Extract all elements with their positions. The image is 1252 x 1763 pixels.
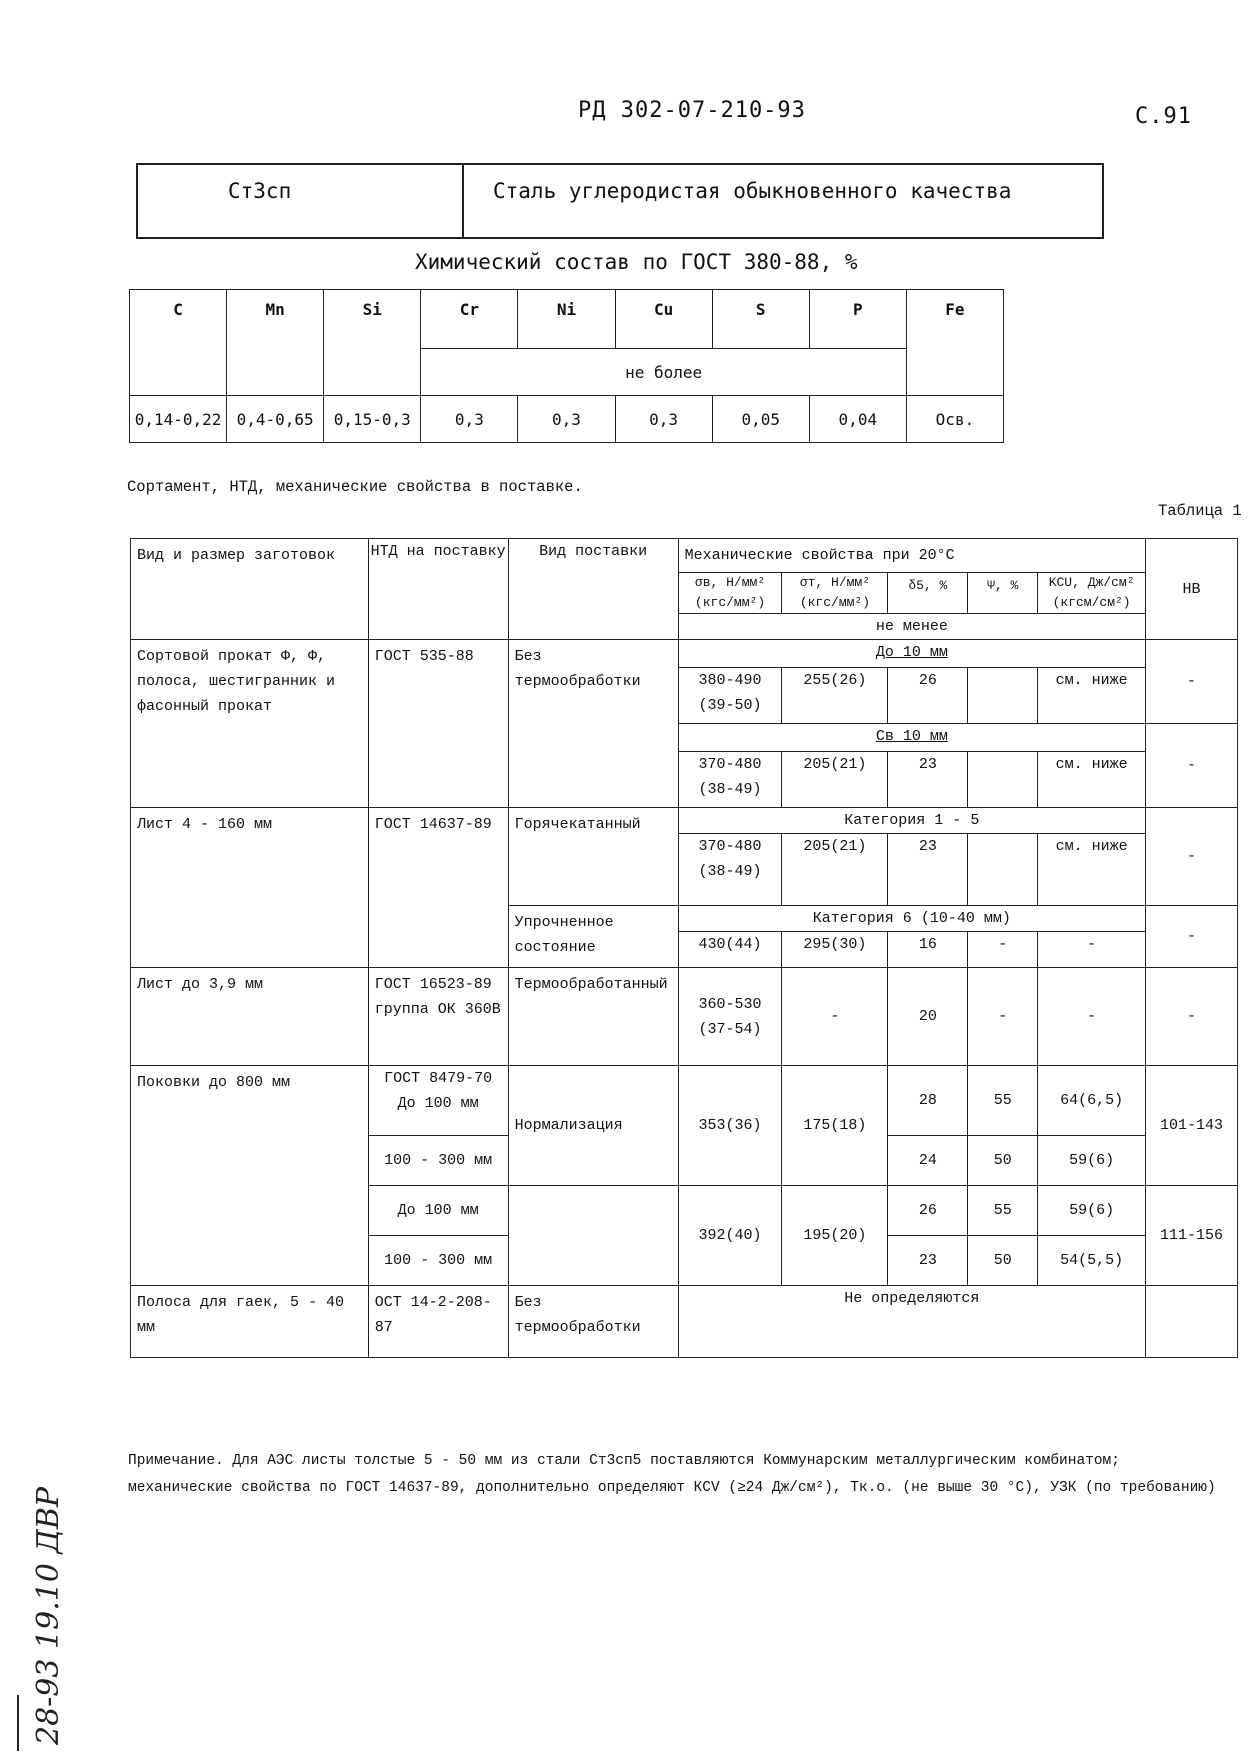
row5-supply-empty (508, 1186, 678, 1286)
row2-hb: - (1146, 808, 1238, 906)
header-kcu: KCU, Дж/см² (кгсм/см²) (1038, 573, 1146, 614)
row2-supply: Горячекатанный (508, 808, 678, 906)
document-code: РД 302-07-210-93 (578, 98, 806, 123)
row3-hb: - (1146, 906, 1238, 968)
row6-supply: Без термообработки (508, 1286, 678, 1358)
row1-supply: Без термообработки (508, 640, 678, 808)
chem-table (129, 289, 1004, 443)
row5-b2-size: 100 - 300 мм (368, 1236, 508, 1286)
row4-delta: 20 (888, 968, 968, 1066)
row2-ntd: ГОСТ 14637-89 (368, 808, 508, 968)
chem-value: 0,14-0,22 (130, 396, 227, 443)
row1-sub1-sigma-b: 380-490 (39-50) (678, 668, 782, 724)
row2-sigma-t: 205(21) (782, 834, 888, 906)
row3-delta: 16 (888, 932, 968, 968)
handwritten-signature (14, 1465, 94, 1755)
header-mechanical: Механические свойства при 20°С (678, 539, 1145, 573)
header-delta: δ5, % (888, 573, 968, 614)
chem-value: Осв. (906, 396, 1003, 443)
notes (128, 1448, 1216, 1502)
row1-sub2-delta: 23 (888, 752, 968, 808)
row1-sub2-kcu: см. ниже (1038, 752, 1146, 808)
row5-b2-kcu: 54(5,5) (1038, 1236, 1146, 1286)
row2-blank: Лист 4 - 160 мм (131, 808, 369, 968)
row1-ntd: ГОСТ 535-88 (368, 640, 508, 808)
grade-name: Ст3сп (228, 179, 292, 203)
row1-sub2-label: Св 10 мм (678, 724, 1145, 752)
row1-sub1-hb: - (1146, 640, 1238, 724)
row5-a2-delta: 24 (888, 1136, 968, 1186)
row4-supply: Термообработанный (508, 968, 678, 1066)
row5-a2-psi: 50 (968, 1136, 1038, 1186)
row1-sub2-psi (968, 752, 1038, 808)
row5-ntd-label: ГОСТ 8479-70 (384, 1070, 493, 1087)
row5-a-sigma-t: 175(18) (782, 1066, 888, 1186)
chem-value: 0,4-0,65 (227, 396, 324, 443)
row3-supply: Упрочненное состояние (508, 906, 678, 968)
chem-header-cell: Si (324, 290, 421, 396)
row1-blank: Сортовой прокат Ф, Ф, полоса, шестигранник и фасонный прокат (131, 640, 369, 808)
row4-blank: Лист до 3,9 мм (131, 968, 369, 1066)
chem-header-cell: S (712, 290, 809, 349)
chem-header-cell: Cu (615, 290, 712, 349)
chem-title: Химический состав по ГОСТ 380-88, % (415, 250, 858, 274)
chem-value: 0,15-0,3 (324, 396, 421, 443)
row3-sigma-b: 430(44) (678, 932, 782, 968)
mech-table (130, 538, 1238, 1358)
row5-b2-delta: 23 (888, 1236, 968, 1286)
row5-ntd-top (368, 1066, 508, 1136)
note-line-1: Примечание. Для АЭС листы толстые 5 - 50 мм из стали Ст3сп5 поставляются Коммунарским металлургическим комбинатом; (128, 1453, 1120, 1469)
chem-header-cell: P (809, 290, 906, 349)
row4-sigma-b: 360-530 (37-54) (678, 968, 782, 1066)
row5-b-hb: 111-156 (1146, 1186, 1238, 1286)
row5-a2-kcu: 59(6) (1038, 1136, 1146, 1186)
row1-sub1-delta: 26 (888, 668, 968, 724)
row5-a1-delta: 28 (888, 1066, 968, 1136)
table-label: Таблица 1 (1158, 502, 1242, 520)
chem-header-cell: Fe (906, 290, 1003, 396)
header-min-note: не менее (678, 614, 1145, 640)
chem-value: 0,05 (712, 396, 809, 443)
row6-note: Не определяются (678, 1286, 1145, 1358)
row5-b1-delta: 26 (888, 1186, 968, 1236)
row6-ntd: ОСТ 14-2-208-87 (368, 1286, 508, 1358)
row3-kcu: - (1038, 932, 1146, 968)
chem-value: 0,3 (615, 396, 712, 443)
row1-sub1-sigma-t: 255(26) (782, 668, 888, 724)
row6-hb (1146, 1286, 1238, 1358)
row5-b-sigma-t: 195(20) (782, 1186, 888, 1286)
header-sigma-b: σв, Н/мм² (кгс/мм²) (678, 573, 782, 614)
chem-header-cell: C (130, 290, 227, 396)
row2-sigma-b: 370-480 (38-49) (678, 834, 782, 906)
row5-b-sigma-b: 392(40) (678, 1186, 782, 1286)
row5-b1-size: До 100 мм (368, 1186, 508, 1236)
header-supply: Вид поставки (508, 539, 678, 640)
row2-delta: 23 (888, 834, 968, 906)
row5-a1-kcu: 64(6,5) (1038, 1066, 1146, 1136)
row3-psi: - (968, 932, 1038, 968)
row1-sub2-sigma-b: 370-480 (38-49) (678, 752, 782, 808)
svg-text:28-93 19.10 ДВР: 28-93 19.10 ДВР (31, 1486, 66, 1745)
row3-sigma-t: 295(30) (782, 932, 888, 968)
row5-a-hb: 101-143 (1146, 1066, 1238, 1186)
chem-header-cell: Ni (518, 290, 615, 349)
header-ntd: НТД на поставку (368, 539, 508, 640)
row1-sub1-label: До 10 мм (678, 640, 1145, 668)
row4-hb: - (1146, 968, 1238, 1066)
row4-sigma-t: - (782, 968, 888, 1066)
row6-blank: Полоса для гаек, 5 - 40 мм (131, 1286, 369, 1358)
row5-b1-kcu: 59(6) (1038, 1186, 1146, 1236)
header-sigma-t: σт, Н/мм² (кгс/мм²) (782, 573, 888, 614)
row5-blank: Поковки до 800 мм (131, 1066, 369, 1286)
header-psi: Ψ, % (968, 573, 1038, 614)
row2-kcu: см. ниже (1038, 834, 1146, 906)
row5-a-sigma-b: 353(36) (678, 1066, 782, 1186)
chem-header-cell: Mn (227, 290, 324, 396)
grade-box (136, 163, 1104, 239)
row4-psi: - (968, 968, 1038, 1066)
row1-sub2-sigma-t: 205(21) (782, 752, 888, 808)
row1-sub1-psi (968, 668, 1038, 724)
chem-value: 0,3 (421, 396, 518, 443)
page-number: С.91 (1135, 104, 1192, 129)
row4-ntd: ГОСТ 16523-89 группа ОК 360В (368, 968, 508, 1066)
chem-limit-note: не более (421, 349, 907, 396)
row5-a2-size: 100 - 300 мм (368, 1136, 508, 1186)
row5-a1-psi: 55 (968, 1066, 1038, 1136)
row1-sub2-hb: - (1146, 724, 1238, 808)
row2-psi (968, 834, 1038, 906)
row4-kcu: - (1038, 968, 1146, 1066)
chem-value: 0,04 (809, 396, 906, 443)
row5-supply: Нормализация (508, 1066, 678, 1186)
header-blank: Вид и размер заготовок (131, 539, 369, 640)
row3-category: Категория 6 (10-40 мм) (678, 906, 1145, 932)
row5-b1-psi: 55 (968, 1186, 1038, 1236)
note-line-2: механические свойства по ГОСТ 14637-89, дополнительно определяют КСV (≥24 Дж/см²), Тк.о. (не выше 30 °С), УЗК (по требованию) (128, 1480, 1216, 1496)
row5-a1-size: До 100 мм (397, 1095, 479, 1112)
grade-description: Сталь углеродистая обыкновенного качества (493, 179, 1012, 203)
row1-sub1-kcu: см. ниже (1038, 668, 1146, 724)
row5-b2-psi: 50 (968, 1236, 1038, 1286)
chem-header-cell: Cr (421, 290, 518, 349)
row2-category: Категория 1 - 5 (678, 808, 1145, 834)
header-hb: НВ (1146, 539, 1238, 640)
sortament-caption: Сортамент, НТД, механические свойства в поставке. (127, 478, 583, 496)
chem-value: 0,3 (518, 396, 615, 443)
